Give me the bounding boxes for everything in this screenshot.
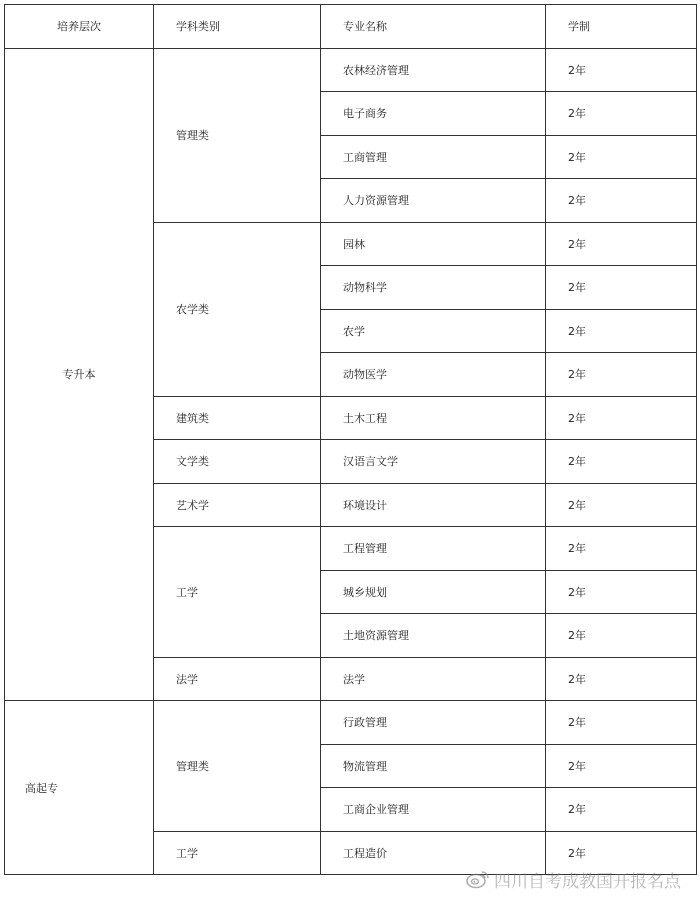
duration-cell: 2年 (546, 92, 697, 136)
duration-cell: 2年 (546, 222, 697, 266)
duration-cell: 2年 (546, 440, 697, 484)
duration-cell: 2年 (546, 614, 697, 658)
table-row (5, 48, 697, 92)
watermark-text: 四川自考成教国开报名点 (494, 871, 681, 892)
duration-cell: 2年 (546, 353, 697, 397)
duration-cell: 2年 (546, 744, 697, 788)
duration-cell: 2年 (546, 179, 697, 223)
category-cell: 建筑类 (154, 396, 321, 440)
duration-cell: 2年 (546, 135, 697, 179)
table-header-row (5, 5, 697, 49)
table-row (5, 701, 697, 745)
duration-cell: 2年 (546, 570, 697, 614)
duration-cell: 2年 (546, 48, 697, 92)
duration-cell: 2年 (546, 701, 697, 745)
level-cell: 高起专 (5, 701, 154, 875)
major-cell: 土地资源管理 (321, 614, 546, 658)
duration-cell: 2年 (546, 527, 697, 571)
duration-cell: 2年 (546, 396, 697, 440)
header-major: 专业名称 (321, 5, 546, 49)
major-cell: 行政管理 (321, 701, 546, 745)
major-cell: 物流管理 (321, 744, 546, 788)
majors-table (4, 4, 697, 875)
major-cell: 法学 (321, 657, 546, 701)
major-cell: 工商管理 (321, 135, 546, 179)
duration-cell: 2年 (546, 483, 697, 527)
category-cell: 文学类 (154, 440, 321, 484)
major-cell: 工商企业管理 (321, 788, 546, 832)
major-cell: 动物科学 (321, 266, 546, 310)
major-cell: 农林经济管理 (321, 48, 546, 92)
category-cell: 法学 (154, 657, 321, 701)
category-cell: 农学类 (154, 222, 321, 396)
duration-cell: 2年 (546, 309, 697, 353)
major-cell: 农学 (321, 309, 546, 353)
major-cell: 园林 (321, 222, 546, 266)
table-body (5, 48, 697, 875)
major-cell: 电子商务 (321, 92, 546, 136)
header-level: 培养层次 (5, 5, 154, 49)
major-cell: 环境设计 (321, 483, 546, 527)
header-category: 学科类别 (154, 5, 321, 49)
major-cell: 汉语言文学 (321, 440, 546, 484)
major-cell: 城乡规划 (321, 570, 546, 614)
category-cell: 管理类 (154, 701, 321, 832)
category-cell: 工学 (154, 831, 321, 875)
category-cell: 工学 (154, 527, 321, 658)
level-cell: 专升本 (5, 48, 154, 701)
duration-cell: 2年 (546, 788, 697, 832)
duration-cell: 2年 (546, 657, 697, 701)
duration-cell: 2年 (546, 831, 697, 875)
major-cell: 工程管理 (321, 527, 546, 571)
category-cell: 艺术学 (154, 483, 321, 527)
major-cell: 动物医学 (321, 353, 546, 397)
major-cell: 人力资源管理 (321, 179, 546, 223)
duration-cell: 2年 (546, 266, 697, 310)
major-cell: 工程造价 (321, 831, 546, 875)
major-cell: 土木工程 (321, 396, 546, 440)
category-cell: 管理类 (154, 48, 321, 222)
header-duration: 学制 (546, 5, 697, 49)
